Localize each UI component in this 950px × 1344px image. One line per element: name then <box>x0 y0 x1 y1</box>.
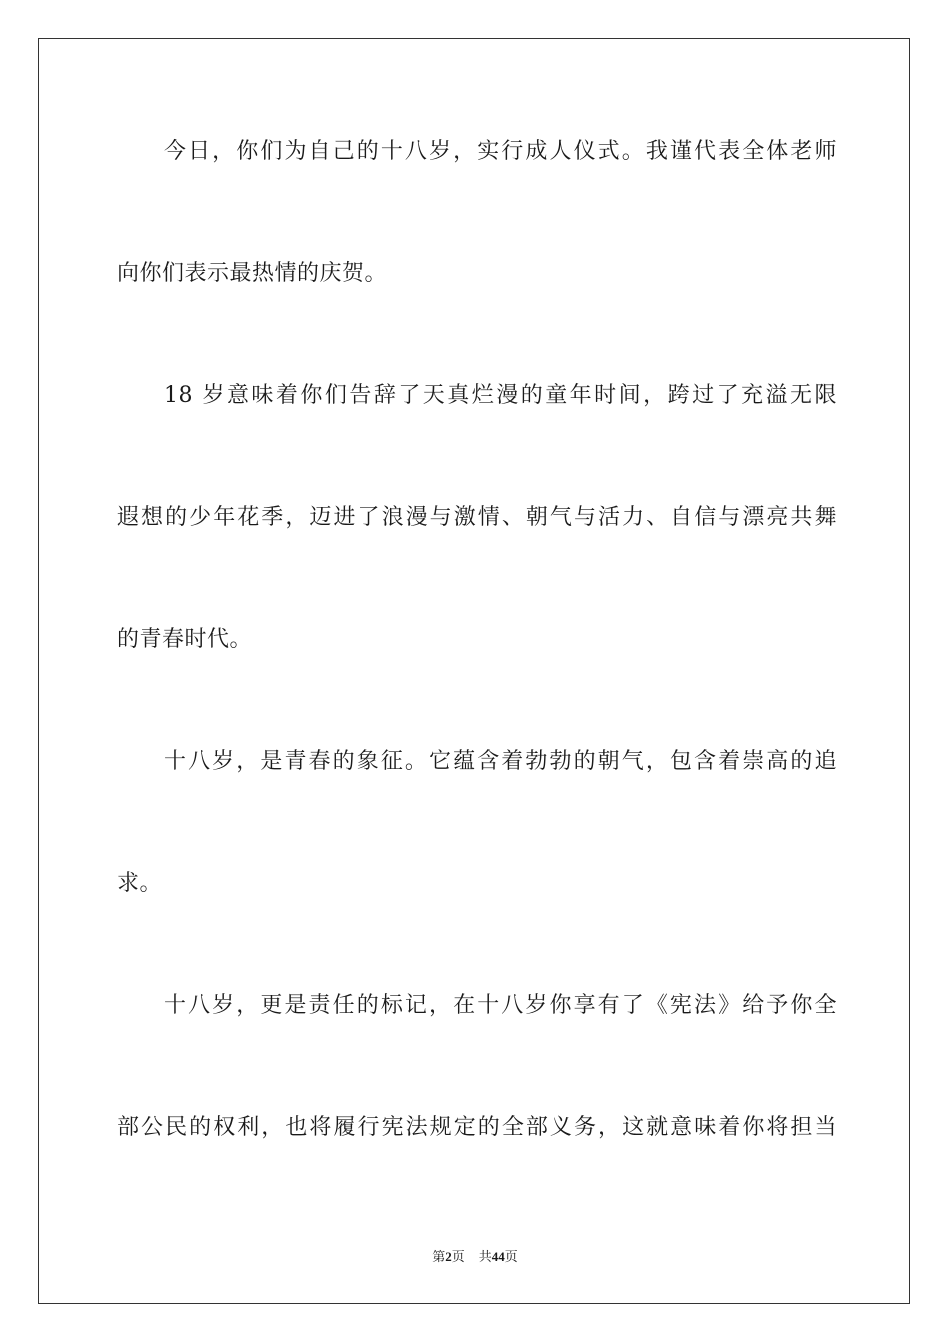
footer-total-prefix: 共 <box>478 1249 492 1264</box>
paragraph-3-line-1: 十八岁，是青春的象征。它蕴含着勃勃的朝气，包含着崇高的追 <box>164 749 837 774</box>
paragraph-1-line-1: 今日，你们为自己的十八岁，实行成人仪式。我谨代表全体老师 <box>164 139 837 164</box>
total-page-count: 44 <box>491 1249 505 1264</box>
paragraph-2-line-2: 遐想的少年花季，迈进了浪漫与激情、朝气与活力、自信与漂亮共舞 <box>117 505 837 530</box>
footer-prefix: 第 <box>432 1249 446 1264</box>
page-footer <box>0 1248 950 1266</box>
footer-total-unit: 页 <box>504 1249 518 1264</box>
paragraph-2-line-1: 18 岁意味着你们告辞了天真烂漫的童年时间，跨过了充溢无限 <box>164 383 837 408</box>
paragraph-4-line-2: 部公民的权利，也将履行宪法规定的全部义务，这就意味着你将担当 <box>117 1115 837 1140</box>
paragraph-3-line-2: 求。 <box>117 871 163 896</box>
footer-page-unit: 页 <box>451 1249 465 1264</box>
paragraph-1-line-2: 向你们表示最热情的庆贺。 <box>117 261 388 286</box>
current-page-number: 2 <box>445 1249 452 1264</box>
paragraph-2-line-3: 的青春时代。 <box>117 627 253 652</box>
paragraph-4-line-1: 十八岁，更是责任的标记，在十八岁你享有了《宪法》给予你全 <box>164 993 837 1018</box>
